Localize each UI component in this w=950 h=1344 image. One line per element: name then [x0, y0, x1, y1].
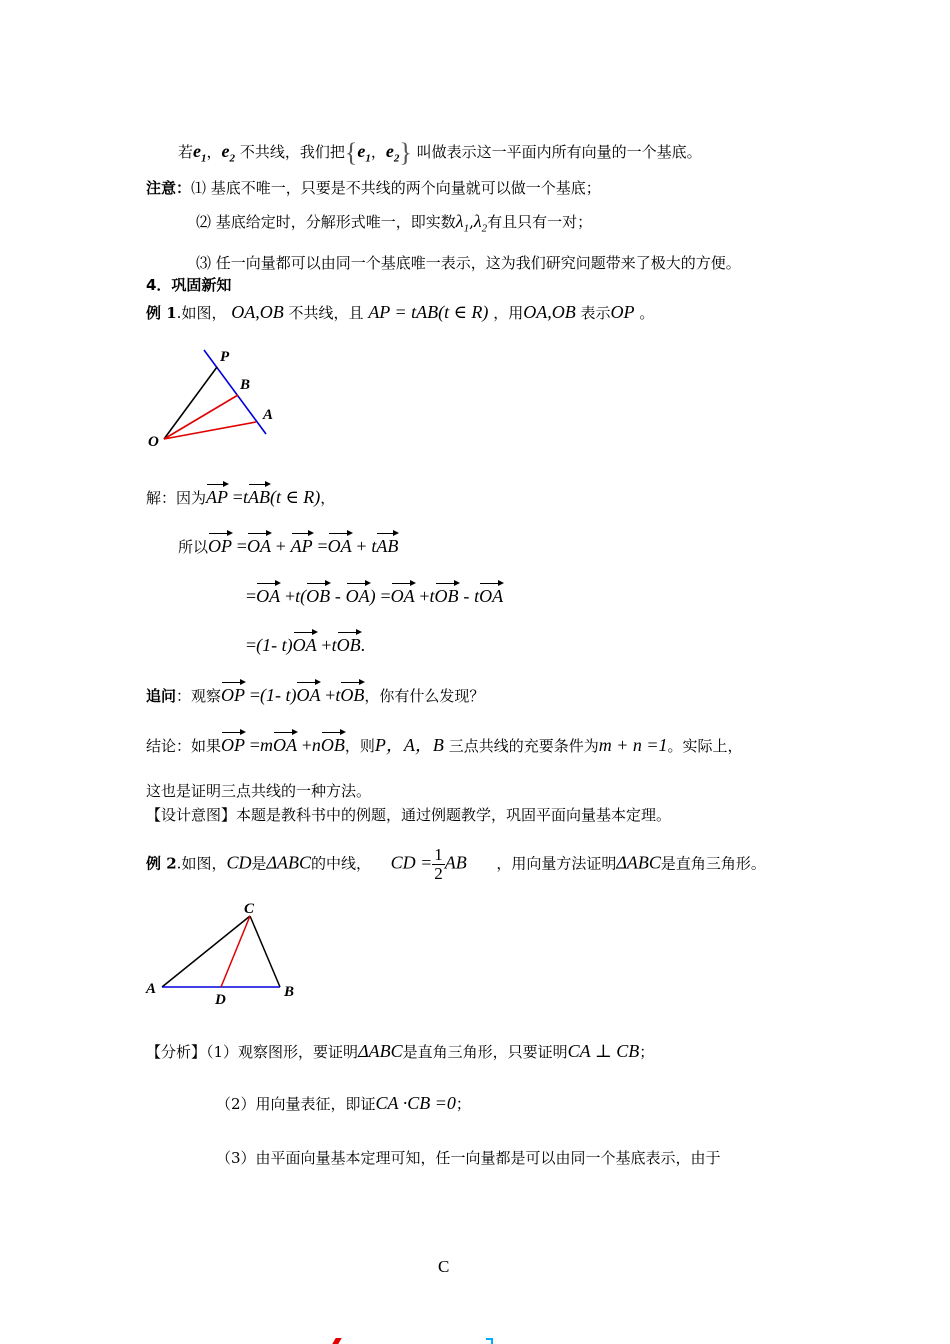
note-item-1 [146, 181, 601, 196]
text: .如图， [176, 304, 227, 322]
vec-ob: OB [340, 685, 365, 705]
text: ⑶ 任一向量都可以由同一个基底唯一表示，这为我们研究问题带来了极大的方便。 [196, 254, 741, 272]
text: n [311, 735, 321, 755]
text: 。实际上， [667, 737, 743, 755]
vec-op: OP [221, 735, 246, 755]
vec-oa: OA [296, 685, 321, 705]
text: + [419, 586, 430, 606]
text: ，你有什么发现？ [364, 687, 485, 705]
label-b: B [284, 984, 295, 1000]
text: ⑴ 基底不唯一，只要是不共线的两个向量就可以做一个基底； [191, 179, 601, 197]
text: = [380, 586, 391, 606]
label-d: D [215, 992, 226, 1008]
analysis-label: 【分析】 [146, 1043, 207, 1061]
followup-line [146, 686, 484, 704]
solution-line-3 [246, 587, 503, 605]
text: 是 [251, 854, 267, 873]
text: m [259, 735, 273, 755]
footer-letter: C [438, 1257, 450, 1276]
text: 所以 [178, 538, 209, 556]
text: 是直角三角形。 [660, 854, 766, 873]
median-cd [221, 916, 250, 987]
text: + [321, 635, 332, 655]
vec-op: OP [208, 536, 233, 556]
text: t [371, 536, 377, 556]
example-1 [146, 303, 654, 321]
design-intent: 【设计意图】本题是教科书中的例题，通过例题教学，巩固平面向量基本定理。 [146, 806, 672, 824]
text: + [301, 735, 312, 755]
vec-oa: OA [390, 586, 415, 606]
text: CA ⊥ CB [567, 1041, 640, 1061]
label-p: P [220, 349, 230, 365]
text: ΔABC [266, 852, 312, 873]
vec-ob: OB [306, 586, 331, 606]
lambda-1: $\lambda_1$ [455, 211, 470, 235]
text: P，A，B [374, 735, 444, 755]
text: = [232, 487, 243, 507]
conclusion-line-2: 这也是证明三点共线的一种方法。 [146, 782, 372, 800]
text: 的中线， [311, 854, 372, 873]
text: - [463, 586, 470, 606]
text: CD [226, 852, 252, 873]
example-2 [146, 846, 766, 883]
text: 三点共线的充要条件为 [448, 737, 599, 755]
vec-oa: OA [479, 586, 504, 606]
text: + [284, 586, 296, 606]
bottom-mark-red [332, 1338, 341, 1344]
text: = [236, 536, 247, 556]
text: （2）用向量表征，即证 [216, 1095, 376, 1113]
text: ，用 [493, 304, 524, 322]
label-c: C [244, 901, 255, 917]
vector-e2: $e_2$ [221, 141, 236, 165]
text: 不共线，我们把 [239, 143, 345, 161]
section-heading: 4．巩固新知 [146, 276, 232, 294]
text: t [474, 586, 480, 606]
side-ac [162, 916, 250, 987]
text: ) [369, 586, 376, 606]
vec-ap: AP [206, 487, 229, 507]
text: + [325, 685, 336, 705]
vector-e2: $e_2$ [385, 141, 400, 165]
vector-e1: $e_1$ [193, 141, 207, 165]
text: (1- t) [256, 635, 293, 655]
text: ，用向量方法证明 [496, 854, 617, 873]
basis-line [178, 140, 702, 166]
vec-ap: AP [290, 536, 313, 556]
label-a: A [263, 407, 274, 423]
math: OP [610, 302, 635, 322]
text: 结论：如果 [146, 737, 222, 755]
vec-oa: OA [327, 536, 352, 556]
vec-ob: OB [320, 735, 345, 755]
figure-2 [140, 896, 310, 1011]
followup-label: 追问 [146, 687, 177, 705]
text: = [246, 635, 257, 655]
text: ，则 [344, 737, 375, 755]
label-o: O [148, 434, 159, 450]
text: = [249, 685, 260, 705]
text: ， [206, 143, 222, 161]
note-item-2: ⑵ 基底给定时，分解形式唯一，即实数$\lambda_1,\lambda_2$有且只有一对； [196, 211, 593, 235]
vec-oa: OA [292, 635, 317, 655]
text: m + n =1 [598, 735, 668, 755]
bottom-mark-blue [486, 1338, 493, 1344]
text: ΔABC [358, 1041, 403, 1061]
text: t [335, 685, 341, 705]
vec-oa: OA [272, 735, 297, 755]
text: ， [370, 143, 386, 161]
text: .如图， [176, 854, 227, 873]
vector-e1: $e_1$ [357, 141, 371, 165]
note-label: 注意： [146, 179, 192, 197]
text: = [246, 586, 257, 606]
label-b: B [240, 377, 251, 393]
segment-op [164, 367, 217, 439]
text: 是直角三角形，只要证明 [402, 1043, 568, 1061]
text: ⑵ 基底给定时，分解形式唯一，即实数 [196, 213, 456, 231]
text: t [242, 487, 248, 507]
text: t [429, 586, 435, 606]
text: AB [444, 852, 467, 873]
text: + [356, 536, 367, 556]
text: 叫做表示这一平面内所有向量的一个基底。 [416, 143, 702, 161]
text: ， [320, 489, 336, 507]
vec-ob: OB [336, 635, 361, 655]
math: OA,OB [523, 302, 576, 322]
math: AP = tAB(t ∈ R) [368, 302, 489, 322]
vec-op: OP [221, 685, 246, 705]
solution-line-1 [146, 488, 335, 506]
lambda-2: $\lambda_2$ [473, 211, 488, 235]
text: CD = [390, 852, 433, 873]
analysis-step-1 [146, 1042, 654, 1060]
text: （1）观察图形，要证明 [206, 1043, 359, 1061]
figure-1 [140, 340, 290, 455]
vec-ab: AB [376, 536, 399, 556]
text: = [317, 536, 328, 556]
side-cb [250, 916, 280, 987]
brace-right: } [399, 138, 412, 167]
text: ：观察 [176, 687, 222, 705]
text: 若 [178, 143, 194, 161]
text: = [249, 735, 260, 755]
text: ΔABC [616, 852, 661, 873]
solution-line-4 [246, 636, 365, 654]
text: CA ·CB =0 [375, 1093, 456, 1113]
text: ； [639, 1043, 655, 1061]
vec-oa: OA [256, 586, 281, 606]
text: (t ∈ R) [269, 487, 321, 507]
text: . [360, 635, 366, 655]
text: 。 [639, 304, 655, 322]
vec-ob: OB [434, 586, 459, 606]
text: 解：因为 [146, 489, 207, 507]
note-item-3 [196, 256, 741, 271]
text: 不共线，且 [288, 304, 364, 322]
analysis-step-2 [216, 1094, 471, 1112]
text: ； [455, 1095, 471, 1113]
text: t [331, 635, 337, 655]
text: (1- t) [259, 685, 297, 705]
math: OA,OB [231, 302, 284, 322]
label-a: A [146, 981, 157, 997]
vec-oa: OA [246, 536, 271, 556]
text: 表示 [580, 304, 611, 322]
analysis-step-3: （3）由平面向量基本定理可知，任一向量都是可以由同一个基底表示，由于 [216, 1149, 721, 1167]
fraction-half: $\frac{1}{2}$ [434, 845, 443, 883]
text: + [275, 536, 286, 556]
vec-ab: AB [247, 487, 270, 507]
brace-left: { [344, 138, 358, 167]
solution-line-2 [178, 537, 398, 555]
text: t( [295, 586, 307, 606]
conclusion-line-1 [146, 736, 743, 754]
text: - [334, 586, 341, 606]
text: 有且只有一对； [487, 213, 593, 231]
example-label: 例 1 [146, 304, 177, 322]
vec-oa: OA [345, 586, 370, 606]
line-through-ab [204, 350, 266, 434]
example-label: 例 2 [146, 854, 177, 873]
